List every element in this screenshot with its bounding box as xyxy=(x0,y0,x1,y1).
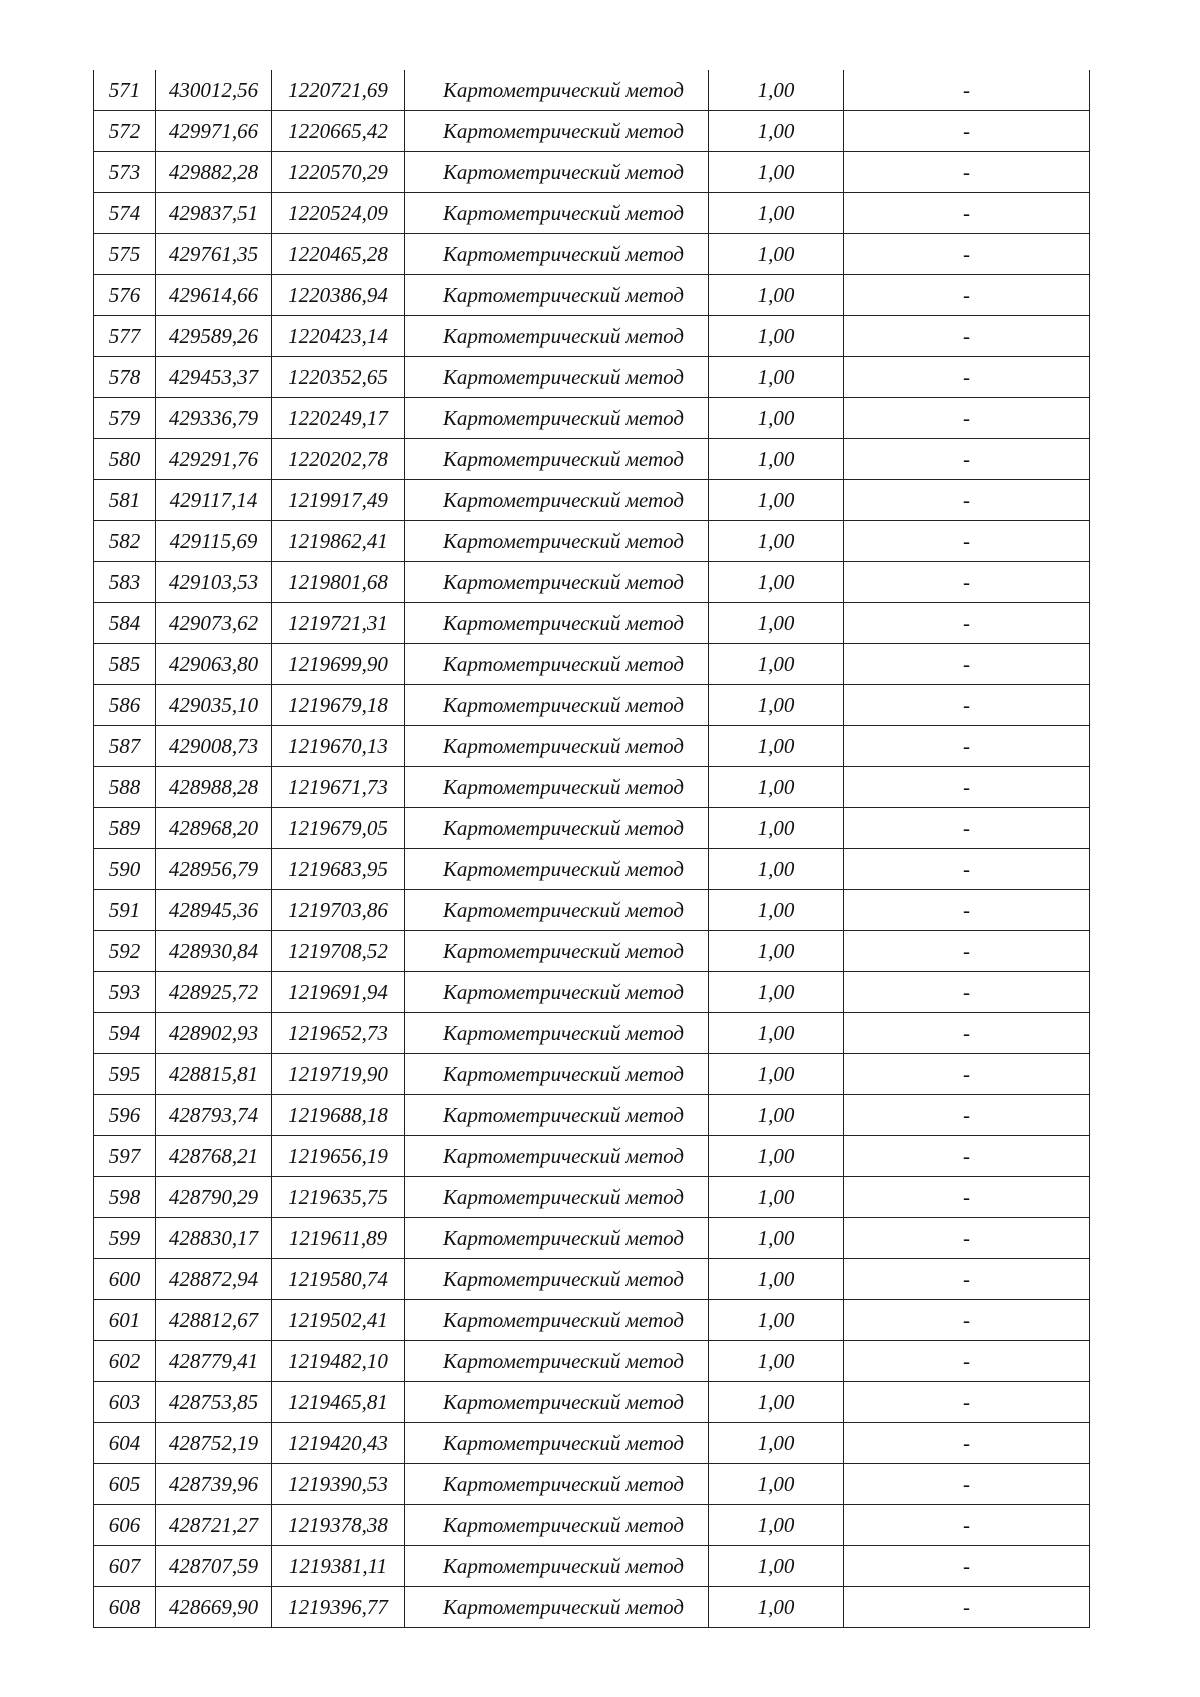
y-coordinate-cell: 1220386,94 xyxy=(272,275,405,316)
method-cell: Картометрический метод xyxy=(405,1464,709,1505)
table-row xyxy=(94,644,1090,685)
precision-cell: 1,00 xyxy=(709,1505,844,1546)
table-row xyxy=(94,439,1090,480)
point-number-cell: 579 xyxy=(94,398,156,439)
description-cell: - xyxy=(844,685,1090,726)
description-cell: - xyxy=(844,849,1090,890)
method-cell: Картометрический метод xyxy=(405,1546,709,1587)
table-row xyxy=(94,1095,1090,1136)
y-coordinate-cell: 1219396,77 xyxy=(272,1587,405,1628)
table-row xyxy=(94,1136,1090,1177)
x-coordinate-cell: 428669,90 xyxy=(156,1587,272,1628)
x-coordinate-cell: 428988,28 xyxy=(156,767,272,808)
table-row xyxy=(94,1423,1090,1464)
description-cell: - xyxy=(844,70,1090,111)
point-number-cell: 600 xyxy=(94,1259,156,1300)
precision-cell: 1,00 xyxy=(709,1382,844,1423)
method-cell: Картометрический метод xyxy=(405,562,709,603)
table-row xyxy=(94,1259,1090,1300)
description-cell: - xyxy=(844,316,1090,357)
point-number-cell: 587 xyxy=(94,726,156,767)
point-number-cell: 601 xyxy=(94,1300,156,1341)
description-cell: - xyxy=(844,152,1090,193)
point-number-cell: 596 xyxy=(94,1095,156,1136)
description-cell: - xyxy=(844,521,1090,562)
description-cell: - xyxy=(844,1546,1090,1587)
x-coordinate-cell: 428945,36 xyxy=(156,890,272,931)
point-number-cell: 584 xyxy=(94,603,156,644)
precision-cell: 1,00 xyxy=(709,603,844,644)
description-cell: - xyxy=(844,1341,1090,1382)
method-cell: Картометрический метод xyxy=(405,398,709,439)
description-cell: - xyxy=(844,1259,1090,1300)
table-row xyxy=(94,972,1090,1013)
precision-cell: 1,00 xyxy=(709,1136,844,1177)
precision-cell: 1,00 xyxy=(709,1259,844,1300)
x-coordinate-cell: 428930,84 xyxy=(156,931,272,972)
y-coordinate-cell: 1219917,49 xyxy=(272,480,405,521)
precision-cell: 1,00 xyxy=(709,398,844,439)
table-row xyxy=(94,1505,1090,1546)
table-row xyxy=(94,1382,1090,1423)
precision-cell: 1,00 xyxy=(709,234,844,275)
point-number-cell: 608 xyxy=(94,1587,156,1628)
point-number-cell: 578 xyxy=(94,357,156,398)
table-row xyxy=(94,521,1090,562)
description-cell: - xyxy=(844,644,1090,685)
y-coordinate-cell: 1219381,11 xyxy=(272,1546,405,1587)
point-number-cell: 581 xyxy=(94,480,156,521)
description-cell: - xyxy=(844,603,1090,644)
precision-cell: 1,00 xyxy=(709,726,844,767)
x-coordinate-cell: 428815,81 xyxy=(156,1054,272,1095)
x-coordinate-cell: 428721,27 xyxy=(156,1505,272,1546)
table-row xyxy=(94,767,1090,808)
description-cell: - xyxy=(844,767,1090,808)
method-cell: Картометрический метод xyxy=(405,1218,709,1259)
y-coordinate-cell: 1220423,14 xyxy=(272,316,405,357)
method-cell: Картометрический метод xyxy=(405,521,709,562)
point-number-cell: 597 xyxy=(94,1136,156,1177)
y-coordinate-cell: 1219670,13 xyxy=(272,726,405,767)
y-coordinate-cell: 1220524,09 xyxy=(272,193,405,234)
y-coordinate-cell: 1219683,95 xyxy=(272,849,405,890)
description-cell: - xyxy=(844,1013,1090,1054)
x-coordinate-cell: 428902,93 xyxy=(156,1013,272,1054)
table-row xyxy=(94,1464,1090,1505)
method-cell: Картометрический метод xyxy=(405,726,709,767)
point-number-cell: 582 xyxy=(94,521,156,562)
table-row xyxy=(94,1218,1090,1259)
table-row xyxy=(94,398,1090,439)
x-coordinate-cell: 429614,66 xyxy=(156,275,272,316)
method-cell: Картометрический метод xyxy=(405,931,709,972)
y-coordinate-cell: 1219671,73 xyxy=(272,767,405,808)
coordinates-table-body xyxy=(94,70,1090,1628)
description-cell: - xyxy=(844,1464,1090,1505)
table-row xyxy=(94,849,1090,890)
y-coordinate-cell: 1219390,53 xyxy=(272,1464,405,1505)
x-coordinate-cell: 429073,62 xyxy=(156,603,272,644)
x-coordinate-cell: 429971,66 xyxy=(156,111,272,152)
point-number-cell: 585 xyxy=(94,644,156,685)
point-number-cell: 583 xyxy=(94,562,156,603)
x-coordinate-cell: 430012,56 xyxy=(156,70,272,111)
y-coordinate-cell: 1219703,86 xyxy=(272,890,405,931)
method-cell: Картометрический метод xyxy=(405,111,709,152)
method-cell: Картометрический метод xyxy=(405,890,709,931)
method-cell: Картометрический метод xyxy=(405,316,709,357)
description-cell: - xyxy=(844,398,1090,439)
coordinates-table xyxy=(93,70,1090,1628)
table-row xyxy=(94,480,1090,521)
table-row xyxy=(94,685,1090,726)
y-coordinate-cell: 1219611,89 xyxy=(272,1218,405,1259)
x-coordinate-cell: 429115,69 xyxy=(156,521,272,562)
description-cell: - xyxy=(844,1423,1090,1464)
x-coordinate-cell: 429103,53 xyxy=(156,562,272,603)
y-coordinate-cell: 1219635,75 xyxy=(272,1177,405,1218)
description-cell: - xyxy=(844,1054,1090,1095)
method-cell: Картометрический метод xyxy=(405,1095,709,1136)
point-number-cell: 589 xyxy=(94,808,156,849)
precision-cell: 1,00 xyxy=(709,275,844,316)
method-cell: Картометрический метод xyxy=(405,767,709,808)
x-coordinate-cell: 428739,96 xyxy=(156,1464,272,1505)
description-cell: - xyxy=(844,234,1090,275)
description-cell: - xyxy=(844,357,1090,398)
point-number-cell: 573 xyxy=(94,152,156,193)
table-row xyxy=(94,1177,1090,1218)
y-coordinate-cell: 1220249,17 xyxy=(272,398,405,439)
y-coordinate-cell: 1219862,41 xyxy=(272,521,405,562)
table-row xyxy=(94,890,1090,931)
point-number-cell: 575 xyxy=(94,234,156,275)
x-coordinate-cell: 429117,14 xyxy=(156,480,272,521)
table-row xyxy=(94,193,1090,234)
x-coordinate-cell: 429008,73 xyxy=(156,726,272,767)
point-number-cell: 577 xyxy=(94,316,156,357)
x-coordinate-cell: 428790,29 xyxy=(156,1177,272,1218)
method-cell: Картометрический метод xyxy=(405,1505,709,1546)
x-coordinate-cell: 428707,59 xyxy=(156,1546,272,1587)
x-coordinate-cell: 428956,79 xyxy=(156,849,272,890)
point-number-cell: 607 xyxy=(94,1546,156,1587)
point-number-cell: 588 xyxy=(94,767,156,808)
description-cell: - xyxy=(844,1505,1090,1546)
point-number-cell: 571 xyxy=(94,70,156,111)
point-number-cell: 593 xyxy=(94,972,156,1013)
point-number-cell: 595 xyxy=(94,1054,156,1095)
table-row xyxy=(94,931,1090,972)
y-coordinate-cell: 1219482,10 xyxy=(272,1341,405,1382)
point-number-cell: 592 xyxy=(94,931,156,972)
description-cell: - xyxy=(844,1136,1090,1177)
precision-cell: 1,00 xyxy=(709,1177,844,1218)
description-cell: - xyxy=(844,275,1090,316)
table-row xyxy=(94,603,1090,644)
precision-cell: 1,00 xyxy=(709,1587,844,1628)
y-coordinate-cell: 1219652,73 xyxy=(272,1013,405,1054)
precision-cell: 1,00 xyxy=(709,562,844,603)
point-number-cell: 604 xyxy=(94,1423,156,1464)
precision-cell: 1,00 xyxy=(709,316,844,357)
x-coordinate-cell: 429453,37 xyxy=(156,357,272,398)
method-cell: Картометрический метод xyxy=(405,644,709,685)
x-coordinate-cell: 428752,19 xyxy=(156,1423,272,1464)
precision-cell: 1,00 xyxy=(709,193,844,234)
description-cell: - xyxy=(844,439,1090,480)
x-coordinate-cell: 428768,21 xyxy=(156,1136,272,1177)
y-coordinate-cell: 1220465,28 xyxy=(272,234,405,275)
precision-cell: 1,00 xyxy=(709,1095,844,1136)
x-coordinate-cell: 428830,17 xyxy=(156,1218,272,1259)
description-cell: - xyxy=(844,562,1090,603)
y-coordinate-cell: 1220202,78 xyxy=(272,439,405,480)
table-row xyxy=(94,275,1090,316)
y-coordinate-cell: 1219656,19 xyxy=(272,1136,405,1177)
x-coordinate-cell: 428793,74 xyxy=(156,1095,272,1136)
y-coordinate-cell: 1219708,52 xyxy=(272,931,405,972)
method-cell: Картометрический метод xyxy=(405,357,709,398)
x-coordinate-cell: 429291,76 xyxy=(156,439,272,480)
method-cell: Картометрический метод xyxy=(405,193,709,234)
method-cell: Картометрический метод xyxy=(405,1423,709,1464)
y-coordinate-cell: 1219580,74 xyxy=(272,1259,405,1300)
method-cell: Картометрический метод xyxy=(405,603,709,644)
y-coordinate-cell: 1219719,90 xyxy=(272,1054,405,1095)
description-cell: - xyxy=(844,193,1090,234)
x-coordinate-cell: 428812,67 xyxy=(156,1300,272,1341)
precision-cell: 1,00 xyxy=(709,521,844,562)
table-row xyxy=(94,808,1090,849)
y-coordinate-cell: 1220665,42 xyxy=(272,111,405,152)
description-cell: - xyxy=(844,111,1090,152)
precision-cell: 1,00 xyxy=(709,111,844,152)
point-number-cell: 574 xyxy=(94,193,156,234)
point-number-cell: 576 xyxy=(94,275,156,316)
y-coordinate-cell: 1219679,05 xyxy=(272,808,405,849)
point-number-cell: 586 xyxy=(94,685,156,726)
method-cell: Картометрический метод xyxy=(405,152,709,193)
y-coordinate-cell: 1219691,94 xyxy=(272,972,405,1013)
table-row xyxy=(94,1300,1090,1341)
y-coordinate-cell: 1219688,18 xyxy=(272,1095,405,1136)
table-row xyxy=(94,562,1090,603)
description-cell: - xyxy=(844,1177,1090,1218)
description-cell: - xyxy=(844,1218,1090,1259)
point-number-cell: 598 xyxy=(94,1177,156,1218)
description-cell: - xyxy=(844,1382,1090,1423)
method-cell: Картометрический метод xyxy=(405,685,709,726)
precision-cell: 1,00 xyxy=(709,890,844,931)
x-coordinate-cell: 428968,20 xyxy=(156,808,272,849)
precision-cell: 1,00 xyxy=(709,1423,844,1464)
y-coordinate-cell: 1220352,65 xyxy=(272,357,405,398)
precision-cell: 1,00 xyxy=(709,152,844,193)
table-row xyxy=(94,152,1090,193)
description-cell: - xyxy=(844,931,1090,972)
point-number-cell: 605 xyxy=(94,1464,156,1505)
x-coordinate-cell: 429063,80 xyxy=(156,644,272,685)
precision-cell: 1,00 xyxy=(709,1013,844,1054)
precision-cell: 1,00 xyxy=(709,1218,844,1259)
method-cell: Картометрический метод xyxy=(405,1054,709,1095)
method-cell: Картометрический метод xyxy=(405,1587,709,1628)
y-coordinate-cell: 1220721,69 xyxy=(272,70,405,111)
method-cell: Картометрический метод xyxy=(405,1341,709,1382)
table-row xyxy=(94,111,1090,152)
x-coordinate-cell: 428753,85 xyxy=(156,1382,272,1423)
method-cell: Картометрический метод xyxy=(405,1300,709,1341)
description-cell: - xyxy=(844,1587,1090,1628)
precision-cell: 1,00 xyxy=(709,685,844,726)
method-cell: Картометрический метод xyxy=(405,70,709,111)
table-row xyxy=(94,1546,1090,1587)
precision-cell: 1,00 xyxy=(709,480,844,521)
table-row xyxy=(94,1054,1090,1095)
x-coordinate-cell: 429336,79 xyxy=(156,398,272,439)
x-coordinate-cell: 429035,10 xyxy=(156,685,272,726)
y-coordinate-cell: 1219679,18 xyxy=(272,685,405,726)
x-coordinate-cell: 429761,35 xyxy=(156,234,272,275)
x-coordinate-cell: 428779,41 xyxy=(156,1341,272,1382)
table-row xyxy=(94,1341,1090,1382)
y-coordinate-cell: 1219699,90 xyxy=(272,644,405,685)
method-cell: Картометрический метод xyxy=(405,849,709,890)
table-row xyxy=(94,70,1090,111)
method-cell: Картометрический метод xyxy=(405,1136,709,1177)
table-row xyxy=(94,316,1090,357)
precision-cell: 1,00 xyxy=(709,808,844,849)
y-coordinate-cell: 1220570,29 xyxy=(272,152,405,193)
x-coordinate-cell: 429589,26 xyxy=(156,316,272,357)
description-cell: - xyxy=(844,972,1090,1013)
point-number-cell: 599 xyxy=(94,1218,156,1259)
precision-cell: 1,00 xyxy=(709,1341,844,1382)
method-cell: Картометрический метод xyxy=(405,480,709,521)
precision-cell: 1,00 xyxy=(709,70,844,111)
precision-cell: 1,00 xyxy=(709,849,844,890)
point-number-cell: 602 xyxy=(94,1341,156,1382)
precision-cell: 1,00 xyxy=(709,1054,844,1095)
method-cell: Картометрический метод xyxy=(405,808,709,849)
point-number-cell: 594 xyxy=(94,1013,156,1054)
table-row xyxy=(94,357,1090,398)
method-cell: Картометрический метод xyxy=(405,275,709,316)
method-cell: Картометрический метод xyxy=(405,1177,709,1218)
method-cell: Картометрический метод xyxy=(405,972,709,1013)
y-coordinate-cell: 1219420,43 xyxy=(272,1423,405,1464)
point-number-cell: 580 xyxy=(94,439,156,480)
precision-cell: 1,00 xyxy=(709,972,844,1013)
precision-cell: 1,00 xyxy=(709,644,844,685)
description-cell: - xyxy=(844,808,1090,849)
x-coordinate-cell: 429837,51 xyxy=(156,193,272,234)
x-coordinate-cell: 428872,94 xyxy=(156,1259,272,1300)
point-number-cell: 603 xyxy=(94,1382,156,1423)
precision-cell: 1,00 xyxy=(709,439,844,480)
point-number-cell: 590 xyxy=(94,849,156,890)
description-cell: - xyxy=(844,1095,1090,1136)
precision-cell: 1,00 xyxy=(709,1546,844,1587)
table-row xyxy=(94,1587,1090,1628)
table-row xyxy=(94,726,1090,767)
y-coordinate-cell: 1219378,38 xyxy=(272,1505,405,1546)
description-cell: - xyxy=(844,726,1090,767)
method-cell: Картометрический метод xyxy=(405,1259,709,1300)
x-coordinate-cell: 429882,28 xyxy=(156,152,272,193)
method-cell: Картометрический метод xyxy=(405,439,709,480)
precision-cell: 1,00 xyxy=(709,357,844,398)
y-coordinate-cell: 1219502,41 xyxy=(272,1300,405,1341)
description-cell: - xyxy=(844,1300,1090,1341)
y-coordinate-cell: 1219721,31 xyxy=(272,603,405,644)
point-number-cell: 606 xyxy=(94,1505,156,1546)
description-cell: - xyxy=(844,890,1090,931)
method-cell: Картометрический метод xyxy=(405,1382,709,1423)
method-cell: Картометрический метод xyxy=(405,234,709,275)
table-row xyxy=(94,234,1090,275)
method-cell: Картометрический метод xyxy=(405,1013,709,1054)
precision-cell: 1,00 xyxy=(709,767,844,808)
point-number-cell: 572 xyxy=(94,111,156,152)
point-number-cell: 591 xyxy=(94,890,156,931)
precision-cell: 1,00 xyxy=(709,931,844,972)
y-coordinate-cell: 1219801,68 xyxy=(272,562,405,603)
table-row xyxy=(94,1013,1090,1054)
precision-cell: 1,00 xyxy=(709,1300,844,1341)
y-coordinate-cell: 1219465,81 xyxy=(272,1382,405,1423)
precision-cell: 1,00 xyxy=(709,1464,844,1505)
description-cell: - xyxy=(844,480,1090,521)
x-coordinate-cell: 428925,72 xyxy=(156,972,272,1013)
